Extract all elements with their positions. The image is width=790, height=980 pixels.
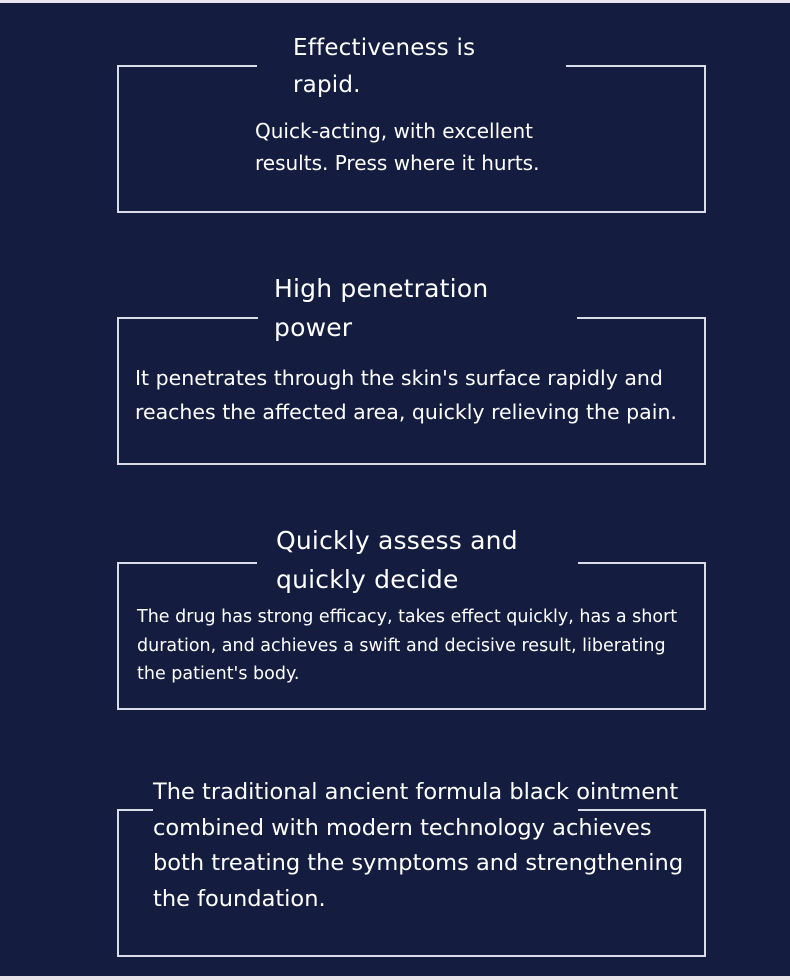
frame-top-left-segment — [117, 562, 257, 564]
feature-description: The drug has strong efficacy, takes effect quickly, has a short duration, and achieves a swift and decisive result, liberating the patient's body. — [137, 607, 678, 684]
feature-title: High penetration power — [274, 274, 489, 342]
frame-top-left-segment — [117, 65, 257, 67]
frame-top-right-segment — [577, 317, 706, 319]
frame-top-right-segment — [578, 562, 706, 564]
feature-description: The traditional ancient formula black ointment combined with modern technology achieves both treating the symptoms and strengthening the foundation. — [153, 779, 684, 912]
frame-top-left-segment — [117, 317, 258, 319]
feature-title: Effectiveness is rapid. — [293, 35, 476, 98]
feature-description: Quick-acting, with excellent results. Press where it hurts. — [255, 119, 540, 175]
feature-title: Quickly assess and quickly decide — [276, 526, 518, 594]
frame-top-left-segment — [117, 809, 153, 811]
feature-description: It penetrates through the skin's surface rapidly and reaches the affected area, quickly relieving the pain. — [135, 366, 677, 424]
bottom-divider — [0, 976, 790, 980]
top-divider — [0, 0, 790, 3]
frame-top-right-segment — [566, 65, 706, 67]
